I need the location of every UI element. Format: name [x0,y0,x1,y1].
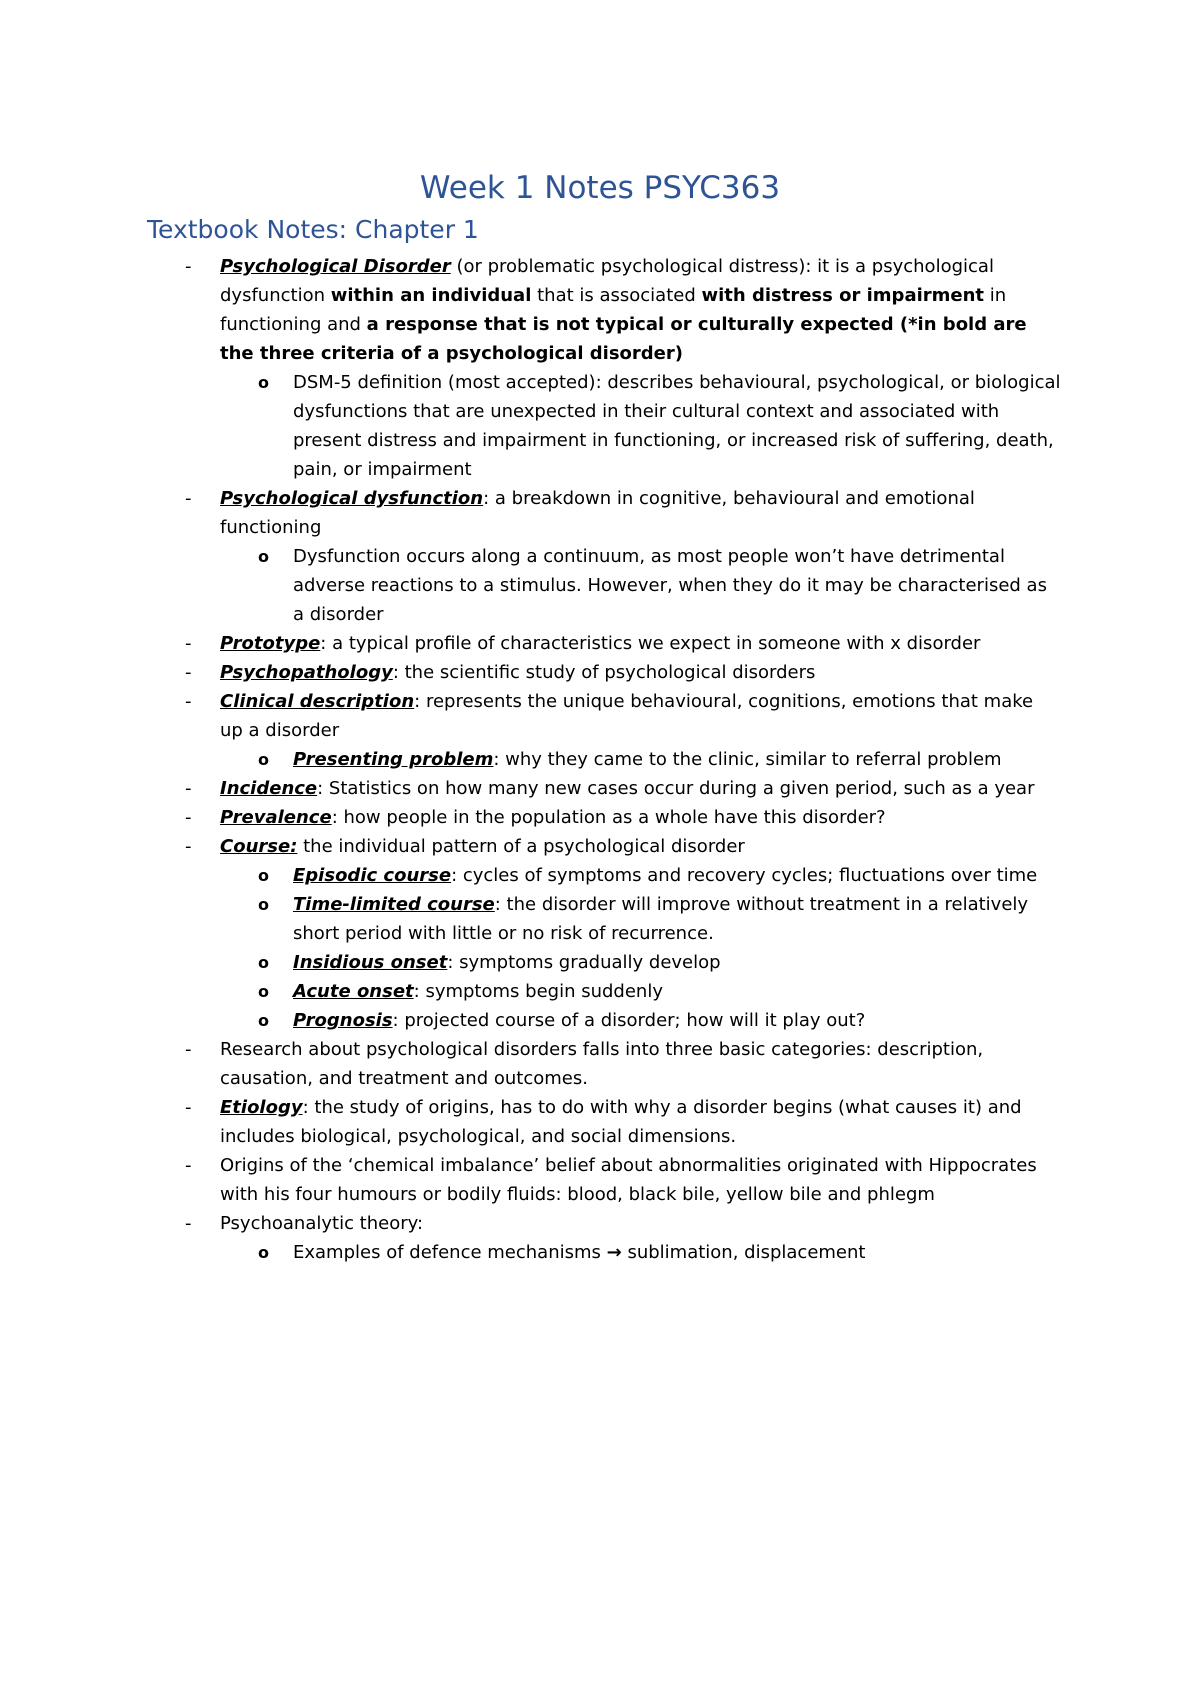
sub-list-item [0,977,1063,1006]
dash-marker: - [185,256,192,277]
notes-list [0,252,1200,1267]
bullet-marker: o [258,982,269,1001]
bullet-marker: o [258,1011,269,1030]
sub-list-item [0,948,1063,977]
term: Course: [220,836,298,857]
bullet-marker: o [258,1243,269,1262]
arrow-right-icon: → [606,1242,622,1263]
term: Prototype [220,633,321,654]
term: Psychological Disorder [220,256,451,277]
sub-list-item [0,861,1063,890]
list-item [0,629,1060,658]
term: Prognosis [293,1010,393,1031]
item-text: the individual pattern of a psychological disorder [297,836,745,857]
item-text: : the disorder will improve without treatment in a relatively short period with little or no risk of recurrence. [293,894,1029,944]
dash-marker: - [185,633,192,654]
item-text: that is associated [531,285,702,306]
term: Insidious onset [293,952,448,973]
item-text: Dysfunction occurs along a continuum, as most people won’t have detrimental adverse reactions to a stimulus. However, when they do it may be characterised as a disorder [293,546,1047,625]
item-text: in functioning and [220,285,1007,335]
sub-list-item [0,745,1063,774]
item-text: : why they came to the clinic, similar to referral problem [493,749,1002,770]
sub-list-item [0,542,1063,629]
dash-marker: - [185,1213,192,1234]
bullet-marker: o [258,895,269,914]
item-text: Research about psychological disorders falls into three basic categories: description, causation, and treatment and outcomes. [220,1039,984,1089]
dash-marker: - [185,1155,192,1176]
bold-text: a response that is not typical or culturally expected (*in bold are the three criteria of a psychological disorder) [220,314,1027,364]
list-item [0,1209,1060,1238]
item-text: : Statistics on how many new cases occur during a given period, such as a year [317,778,1035,799]
item-text: (or problematic psychological distress): it is a psychological dysfunction [220,256,994,306]
bullet-marker: o [258,866,269,885]
item-text: Origins of the ‘chemical imbalance’ belief about abnormalities originated with Hippocrates with his four humours or bodily fluids: blood, black bile, yellow bile and phlegm [220,1155,1037,1205]
dash-marker: - [185,691,192,712]
sub-list-item [0,890,1063,948]
bullet-marker: o [258,953,269,972]
bullet-marker: o [258,750,269,769]
list-item [0,832,1060,861]
list-item [0,1035,1060,1093]
term: Prevalence [220,807,332,828]
item-text: : the scientific study of psychological disorders [392,662,816,683]
list-item [0,1151,1060,1209]
item-text: DSM-5 definition (most accepted): describes behavioural, psychological, or biological dysfunctions that are unexpected in their cultural context and associated with present distress and impairment in functioning, or increased risk of suffering, death, pain, or impairment [293,372,1061,480]
item-text: : represents the unique behavioural, cognitions, emotions that make up a disorder [220,691,1034,741]
term: Psychopathology [220,662,393,683]
dash-marker: - [185,836,192,857]
dash-marker: - [185,488,192,509]
list-item [0,803,1060,832]
item-text: : cycles of symptoms and recovery cycles; fluctuations over time [451,865,1038,886]
dash-marker: - [185,807,192,828]
dash-marker: - [185,1097,192,1118]
list-item [0,774,1060,803]
item-text: : the study of origins, has to do with why a disorder begins (what causes it) and includes biological, psychological, and social dimensions. [220,1097,1022,1147]
term: Episodic course [293,865,452,886]
term: Acute onset [293,981,414,1002]
item-text: : how people in the population as a whole have this disorder? [331,807,886,828]
sub-list-item [0,368,1063,484]
item-text: : a typical profile of characteristics we expect in someone with x disorder [320,633,981,654]
section-heading: Textbook Notes: Chapter 1 [147,215,479,244]
list-item [0,658,1060,687]
list-item [0,687,1060,745]
bullet-marker: o [258,547,269,566]
sub-list-item [0,1006,1063,1035]
dash-marker: - [185,662,192,683]
term: Time-limited course [293,894,495,915]
term: Presenting problem [293,749,494,770]
list-item [0,252,1060,368]
sub-list-item [0,1238,1063,1267]
item-text: Psychoanalytic theory: [220,1213,424,1234]
term: Etiology [220,1097,303,1118]
item-text: : a breakdown in cognitive, behavioural and emotional functioning [220,488,975,538]
dash-marker: - [185,1039,192,1060]
page-title: Week 1 Notes PSYC363 [419,170,781,206]
bold-text: with distress or impairment [701,285,985,306]
dash-marker: - [185,778,192,799]
term: Incidence [220,778,318,799]
list-item [0,484,1060,542]
bullet-marker: o [258,373,269,392]
item-text: : symptoms gradually develop [447,952,721,973]
term: Clinical description [220,691,415,712]
item-text: sublimation, displacement [621,1242,866,1263]
item-text: : symptoms begin suddenly [413,981,663,1002]
term: Psychological dysfunction [220,488,484,509]
item-text: Examples of defence mechanisms [293,1242,607,1263]
list-item [0,1093,1060,1151]
item-text: : projected course of a disorder; how will it play out? [392,1010,866,1031]
bold-text: within an individual [330,285,532,306]
